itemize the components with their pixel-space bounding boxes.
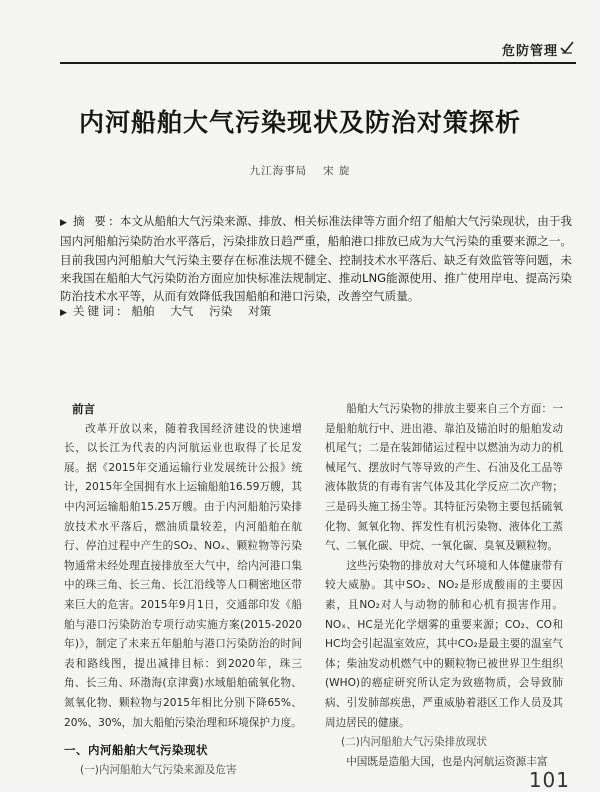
keywords <box>60 303 283 319</box>
pen-check-icon <box>560 40 574 54</box>
abstract-text: 本文从船舶大气污染来源、排放、相关标准法律等方面介绍了船舶大气污染现状，由于我国内河船舶污染防治水平落后，污染排放日趋严重，船舶港口排放已成为大气污染的重要来源之一。目前我国内河船舶大气污染主要存在标准法规不健全、控制技术水平落后、缺乏有效监管等问题，未来我国在船舶大气污染防治方面应加快标准法规制定、推动LNG能源使用、推广使用岸电、提高污染防治技术水平等，从而有效降低我国船舶和港口污染，改善空气质量。 <box>60 214 573 304</box>
keyword: 污染 <box>209 304 233 318</box>
preface-heading: 前言 <box>72 402 95 416</box>
keyword: 对策 <box>247 304 272 318</box>
abstract <box>60 212 572 305</box>
header-rule <box>60 62 576 64</box>
triangle-bullet-icon: ▶ <box>60 308 67 318</box>
page-number: 101 <box>528 768 570 792</box>
right-column <box>325 400 563 772</box>
author-org: 九江海事局 <box>249 165 308 177</box>
article-title: 内河船舶大气污染现状及防治对策探析 <box>78 108 521 137</box>
section-heading: 一、内河船舶大气污染现状 <box>64 743 208 758</box>
section-tag: 危防管理 <box>501 44 558 59</box>
abstract-label: 摘 要: <box>72 214 116 228</box>
body-paragraph: 这些污染物的排放对大气环境和人体健康带有较大威胁。其中SO₂、NO₂是形成酸雨的主要因素，且NO₂对人与动物的肺和心机有损害作用。NOₓ、HC是光化学烟雾的重要来源；CO₂、CO和HC均会引起温室效应，其中CO₂是最主要的温室气体；柴油发动机燃气中的颗粒物已被世界卫生组织(WHO)的癌症研究所认定为致癌物质，会导致肺病、引发肺部疾患，严重威胁着港区工作人员及其周边居民的健康。 <box>325 559 563 729</box>
body-paragraph: 船舶大气污染物的排放主要来自三个方面：一是船舶航行中、进出港、靠泊及锚泊时的船舶发动机尾气；二是在装卸储运过程中以燃油为动力的机械尾气、摆放时气等导致的产生、石油及化工品等液体散货的有毒有害气体及其化学反应二次产物；三是码头施工扬尘等。其特征污染物主要包括硫氧化物、氮氧化物、挥发性有机污染物、液体化工蒸气、二氧化碳、甲烷、一氧化碳、臭氧及颗粒物。 <box>325 403 563 553</box>
left-column <box>64 400 302 780</box>
triangle-bullet-icon: ▶ <box>60 218 67 228</box>
preface-paragraph: 改革开放以来，随着我国经济建设的快速增长，以长江为代表的内河航运业也取得了长足发展。据《2015年交通运输行业发展统计公报》统计，2015年全国拥有水上运输船舶16.59万艘，其中内河运输船舶15.25万艘。由于内河船舶污染排放技术水平落后，燃油质量较差，内河船舶在航行、停泊过程中产生的SO₂、NOₓ、颗粒物等污染物通常未经处理直接排放至大气中，给内河港口集中的珠三角、长三角、长江沿线等人口稠密地区带来巨大的危害。2015年9月1日，交通部印发《船舶与港口污染防治专项行动实施方案(2015-2020年)》，制定了未来五年船舶与港口污染防治的时间表和路线图，提出减排目标：到2020年，珠三角、长三角、环渤海(京津冀)水域船舶硫氧化物、氮氧化物、颗粒物与2015年相比分别下降65%、20%、30%，加大船舶污染治理和环境保护力度。 <box>64 422 302 729</box>
byline <box>0 163 600 178</box>
body-paragraph: 中国既是造船大国，也是内河航运资源丰富 <box>346 755 548 768</box>
keyword: 船舶 <box>131 304 155 318</box>
keyword: 大气 <box>170 304 194 318</box>
keywords-label: 关键词: <box>72 304 124 318</box>
subsection-heading: (二)内河船舶大气污染排放现状 <box>341 736 487 749</box>
subsection-heading: (一)内河船舶大气污染来源及危害 <box>80 763 237 776</box>
author-name: 宋 旋 <box>323 165 351 177</box>
keyword-list <box>131 304 283 318</box>
